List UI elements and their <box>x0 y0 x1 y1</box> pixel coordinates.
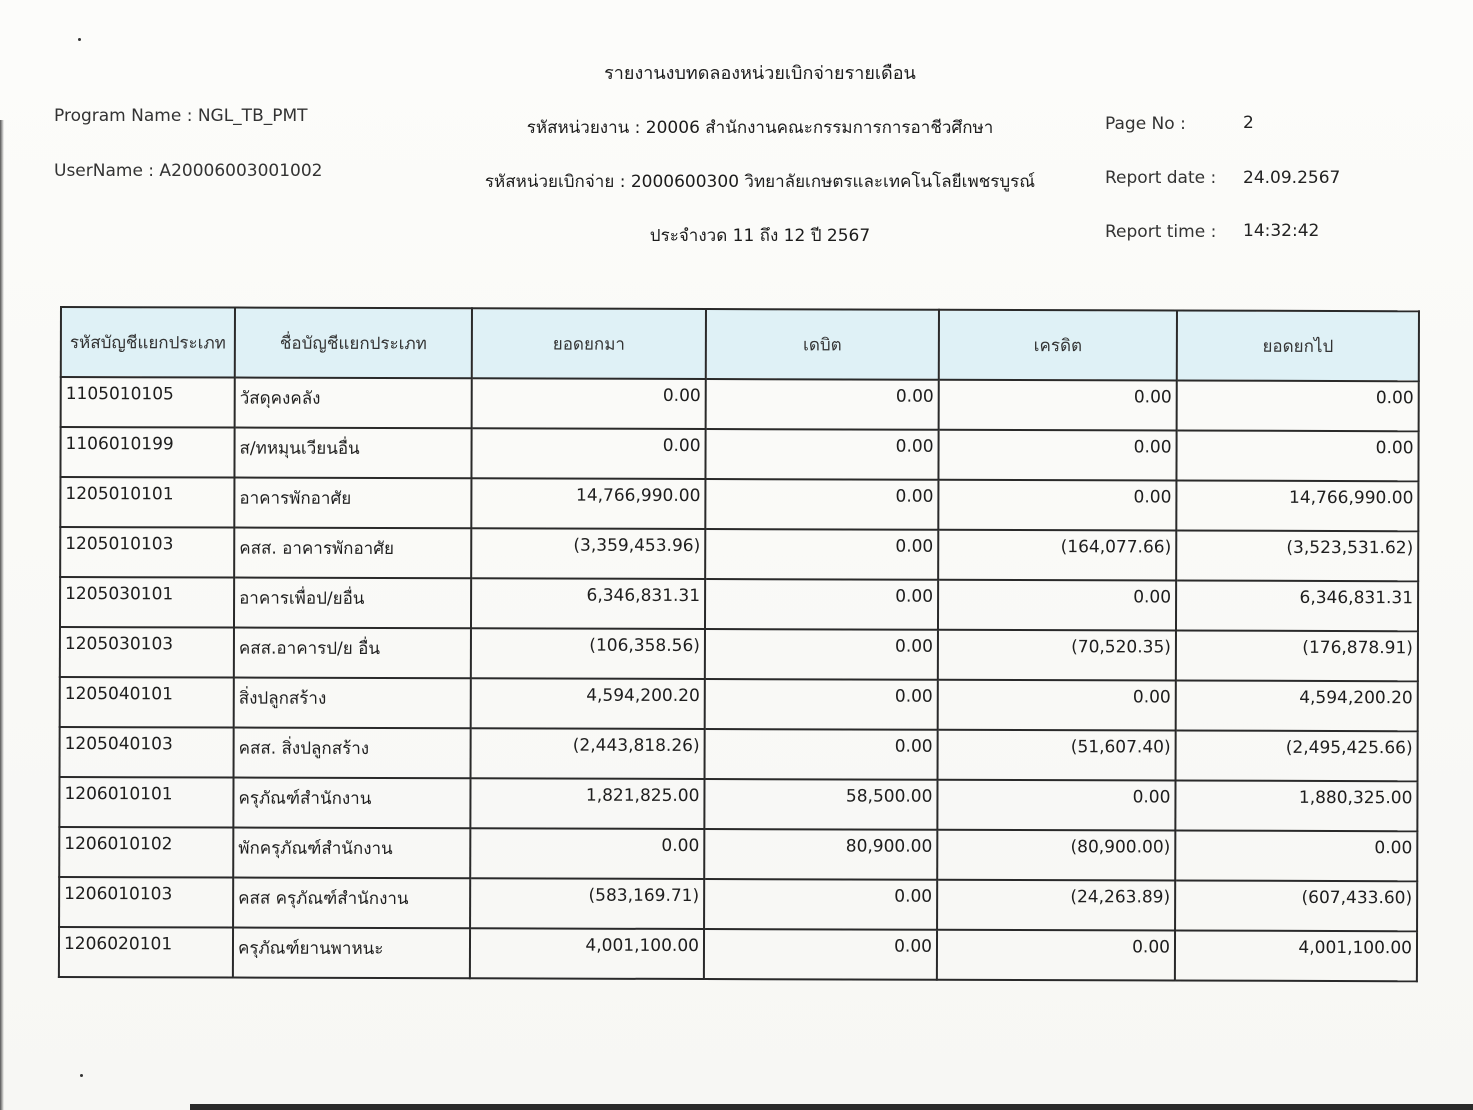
brought-forward-cell: 6,346,831.31 <box>471 578 705 629</box>
debit-cell: 0.00 <box>706 379 939 430</box>
credit-cell: 0.00 <box>938 680 1176 731</box>
carried-forward-cell: 4,001,100.00 <box>1175 931 1417 982</box>
brought-forward-cell: 1,821,825.00 <box>470 778 704 829</box>
program-name: Program Name : NGL_TB_PMT <box>54 106 308 126</box>
table-row <box>60 427 1418 481</box>
scan-bottom-edge <box>190 1104 1473 1110</box>
credit-cell: (164,077.66) <box>938 530 1176 581</box>
table-row <box>60 677 1418 731</box>
carried-forward-cell: 1,880,325.00 <box>1175 781 1417 832</box>
report-time-value: 14:32:42 <box>1243 221 1320 241</box>
account-code-cell: 1205040101 <box>60 677 234 728</box>
account-name-cell: สิ่งปลูกสร้าง <box>234 678 471 729</box>
carried-forward-cell: (3,523,531.62) <box>1176 531 1418 582</box>
table-row <box>59 877 1417 931</box>
brought-forward-cell: 0.00 <box>472 378 706 429</box>
table-row <box>60 727 1418 781</box>
column-header-debit: เดบิต <box>706 309 939 380</box>
debit-cell: 0.00 <box>705 579 938 630</box>
carried-forward-cell: 14,766,990.00 <box>1176 481 1418 532</box>
brought-forward-cell: 0.00 <box>470 828 704 879</box>
report-date-value: 24.09.2567 <box>1243 168 1341 188</box>
debit-cell: 0.00 <box>705 429 938 480</box>
account-name-cell: ครุภัณฑ์ยานพาหนะ <box>233 928 470 979</box>
scan-speck <box>80 1074 83 1077</box>
table-row <box>59 777 1417 831</box>
table-header-row <box>61 307 1419 381</box>
account-code-cell: 1205040103 <box>60 727 234 778</box>
account-name-cell: คสส. สิ่งปลูกสร้าง <box>234 728 471 779</box>
credit-cell: (51,607.40) <box>938 730 1176 781</box>
table-row <box>61 377 1419 431</box>
brought-forward-cell: 4,001,100.00 <box>470 928 704 979</box>
account-code-cell: 1106010199 <box>60 427 234 478</box>
brought-forward-cell: 14,766,990.00 <box>471 478 705 529</box>
debit-cell: 0.00 <box>705 479 938 530</box>
brought-forward-cell: (2,443,818.26) <box>471 728 705 779</box>
credit-cell: 0.00 <box>937 780 1175 831</box>
account-code-cell: 1206010101 <box>59 777 233 828</box>
credit-cell: (70,520.35) <box>938 630 1176 681</box>
period-line: ประจำงวด 11 ถึง 12 ปี 2567 <box>649 226 871 246</box>
account-code-cell: 1105010105 <box>61 377 235 428</box>
account-code-cell: 1205010103 <box>60 527 234 578</box>
account-name-cell: ส/ทหมุนเวียนอื่น <box>234 428 471 479</box>
account-name-cell: คสส ครุภัณฑ์สำนักงาน <box>233 878 470 929</box>
carried-forward-cell: (607,433.60) <box>1175 881 1417 932</box>
debit-cell: 0.00 <box>704 929 937 980</box>
scan-speck <box>78 38 81 41</box>
scan-left-edge <box>0 120 4 1110</box>
table-row <box>59 827 1417 881</box>
brought-forward-cell: 4,594,200.20 <box>471 678 705 729</box>
carried-forward-cell: 4,594,200.20 <box>1176 681 1418 732</box>
page-no-value: 2 <box>1243 113 1254 133</box>
account-code-cell: 1205010101 <box>60 477 234 528</box>
debit-cell: 0.00 <box>705 729 938 780</box>
account-code-cell: 1205030101 <box>60 577 234 628</box>
credit-cell: 0.00 <box>939 380 1177 431</box>
account-name-cell: คสส.อาคารป/ย อื่น <box>234 628 471 679</box>
debit-cell: 0.00 <box>705 529 938 580</box>
table-row <box>60 527 1418 581</box>
carried-forward-cell: 0.00 <box>1177 381 1419 432</box>
column-header-account-name: ชื่อบัญชีแยกประเภท <box>235 308 472 379</box>
report-time-label: Report time : <box>1105 222 1217 242</box>
credit-cell: 0.00 <box>937 930 1175 981</box>
trial-balance-table <box>58 306 1420 982</box>
debit-cell: 58,500.00 <box>704 779 937 830</box>
debit-cell: 0.00 <box>704 879 937 930</box>
account-name-cell: อาคารเพื่อป/ยอื่น <box>234 578 471 629</box>
account-code-cell: 1206010103 <box>59 877 233 928</box>
column-header-carried-forward: ยอดยกไป <box>1177 311 1419 382</box>
account-name-cell: วัสดุคงคลัง <box>235 378 472 429</box>
account-name-cell: คสส. อาคารพักอาศัย <box>234 528 471 579</box>
debit-cell: 80,900.00 <box>704 829 937 880</box>
debit-cell: 0.00 <box>705 629 938 680</box>
brought-forward-cell: 0.00 <box>471 428 705 479</box>
account-name-cell: อาคารพักอาศัย <box>234 478 471 529</box>
credit-cell: 0.00 <box>938 580 1176 631</box>
agency-line: รหัสหน่วยงาน : 20006 สำนักงานคณะกรรมการการอาชีวศึกษา <box>526 118 994 138</box>
table-row <box>59 927 1417 981</box>
debit-cell: 0.00 <box>705 679 938 730</box>
disbursing-unit-line: รหัสหน่วยเบิกจ่าย : 2000600300 วิทยาลัยเกษตรและเทคโนโลยีเพชรบูรณ์ <box>484 172 1036 192</box>
brought-forward-cell: (3,359,453.96) <box>471 528 705 579</box>
account-code-cell: 1206020101 <box>59 927 233 978</box>
credit-cell: (80,900.00) <box>937 830 1175 881</box>
carried-forward-cell: (2,495,425.66) <box>1176 731 1418 782</box>
account-name-cell: ครุภัณฑ์สำนักงาน <box>233 778 470 829</box>
brought-forward-cell: (583,169.71) <box>470 878 704 929</box>
carried-forward-cell: (176,878.91) <box>1176 631 1418 682</box>
column-header-brought-forward: ยอดยกมา <box>472 308 706 379</box>
credit-cell: (24,263.89) <box>937 880 1175 931</box>
carried-forward-cell: 6,346,831.31 <box>1176 581 1418 632</box>
column-header-credit: เครดิต <box>939 310 1177 381</box>
report-title: รายงานงบทดลองหน่วยเบิกจ่ายรายเดือน <box>604 63 916 84</box>
brought-forward-cell: (106,358.56) <box>471 628 705 679</box>
credit-cell: 0.00 <box>938 430 1176 481</box>
table-row <box>60 577 1418 631</box>
user-name: UserName : A20006003001002 <box>54 161 323 181</box>
account-name-cell: พักครุภัณฑ์สำนักงาน <box>233 828 470 879</box>
column-header-account-code: รหัสบัญชีแยกประเภท <box>61 307 235 378</box>
page-no-label: Page No : <box>1105 114 1186 134</box>
account-code-cell: 1205030103 <box>60 627 234 678</box>
report-date-label: Report date : <box>1105 168 1217 188</box>
table-row <box>60 627 1418 681</box>
carried-forward-cell: 0.00 <box>1176 431 1418 482</box>
table-row <box>60 477 1418 531</box>
carried-forward-cell: 0.00 <box>1175 831 1417 882</box>
account-code-cell: 1206010102 <box>59 827 233 878</box>
credit-cell: 0.00 <box>938 480 1176 531</box>
